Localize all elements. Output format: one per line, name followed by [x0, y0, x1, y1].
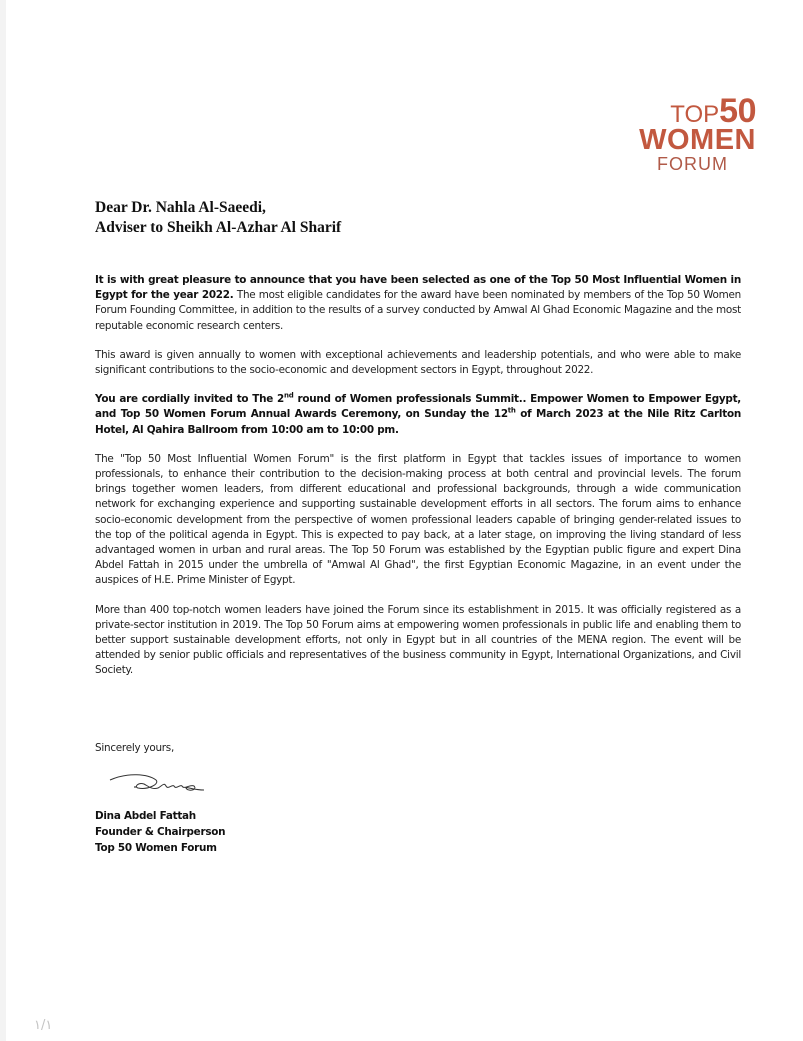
- paragraph-forum-description: The "Top 50 Most Influential Women Forum" is the first platform in Egypt that tackles issues of importance to women professionals, to enhance their contribution to the decision-making process at both central and provincial levels. The forum brings together women leaders, from different educational and professional backgrounds, through a wide communication network for exchanging experience and supporting sustainable development efforts in all sectors. The forum aims to enhance socio-economic development from the perspective of women professional leaders capable of bringing gender-related issues to the top of the political agenda in Egypt. This is expected to pay back, at a later stage, on improving the living standard of less advantaged women in urban and rural areas. The Top 50 Forum was established by the Egyptian public figure and expert Dina Abdel Fattah in 2015 under the umbrella of "Amwal Al Ghad", the first Egyptian Economic Magazine, in an event under the auspices of H.E. Prime Minister of Egypt.: [95, 452, 741, 587]
- signer-name: Dina Abdel Fattah: [95, 810, 196, 822]
- letter-body: [95, 273, 741, 693]
- logo-top-word: TOP: [670, 101, 720, 128]
- signature-image: [108, 770, 208, 798]
- recipient-title: Adviser to Sheikh Al-Azhar Al Sharif: [95, 219, 342, 236]
- ordinal-suffix: nd: [284, 391, 294, 400]
- page-number: ١/١: [34, 1018, 53, 1033]
- page-edge: [0, 0, 6, 1041]
- logo-line-3: FORUM: [657, 154, 728, 174]
- logo-line-1: [626, 94, 756, 128]
- logo-line-2: WOMEN: [639, 124, 756, 156]
- closing: Sincerely yours,: [95, 742, 175, 754]
- invitation-part-2: round of Women professionals Summit.. Empower Women to Empower Egypt, and Top 50 Women Forum Annual Awards Ceremony, on Sunday the 12: [95, 393, 742, 421]
- salutation: [95, 198, 341, 238]
- paragraph-selection: [95, 273, 741, 334]
- logo-number: 50: [719, 92, 756, 130]
- invitation-text: [95, 393, 741, 435]
- signer-organization: Top 50 Women Forum: [95, 842, 217, 854]
- paragraph-forum-history: More than 400 top-notch women leaders have joined the Forum since its establishment in 2015. It was officially registered as a private-sector institution in 2019. The Top 50 Forum aims at empowering women professionals in public life and enabling them to better support sustainable development efforts, not only in Egypt but in all countries of the MENA region. The event will be attended by senior public officials and representatives of the business community in Egypt, International Organizations, and Civil Society.: [95, 603, 741, 677]
- paragraph-award: This award is given annually to women with exceptional achievements and leadership potentials, and who were able to make significant contributions to the socio-economic and development sectors in Egypt, throughout 2022.: [95, 348, 741, 377]
- top50-women-forum-logo: [626, 94, 756, 173]
- signer-block: [95, 808, 225, 856]
- recipient-name: Dear Dr. Nahla Al-Saeedi,: [95, 199, 266, 216]
- signer-title: Founder & Chairperson: [95, 826, 226, 838]
- invitation-part-1: You are cordially invited to The 2: [95, 393, 284, 406]
- selection-details: The most eligible candidates for the award have been nominated by members of the Top 50 Women Forum Founding Committee, in addition to the results of a survey conducted by Amwal Al Ghad Economic Magazine and the most reputable economic research centers.: [95, 289, 742, 332]
- ordinal-suffix: th: [507, 406, 516, 415]
- selection-announcement: It is with great pleasure to announce that you have been selected as one of the Top 50 Most Influential Women in Egypt for the year 2022.: [95, 274, 741, 302]
- paragraph-invitation: [95, 392, 741, 438]
- invitation-part-3: of March 2023 at the Nile Ritz Carlton Hotel, Al Qahira Ballroom from 10:00 am to 10:00 pm.: [95, 408, 741, 436]
